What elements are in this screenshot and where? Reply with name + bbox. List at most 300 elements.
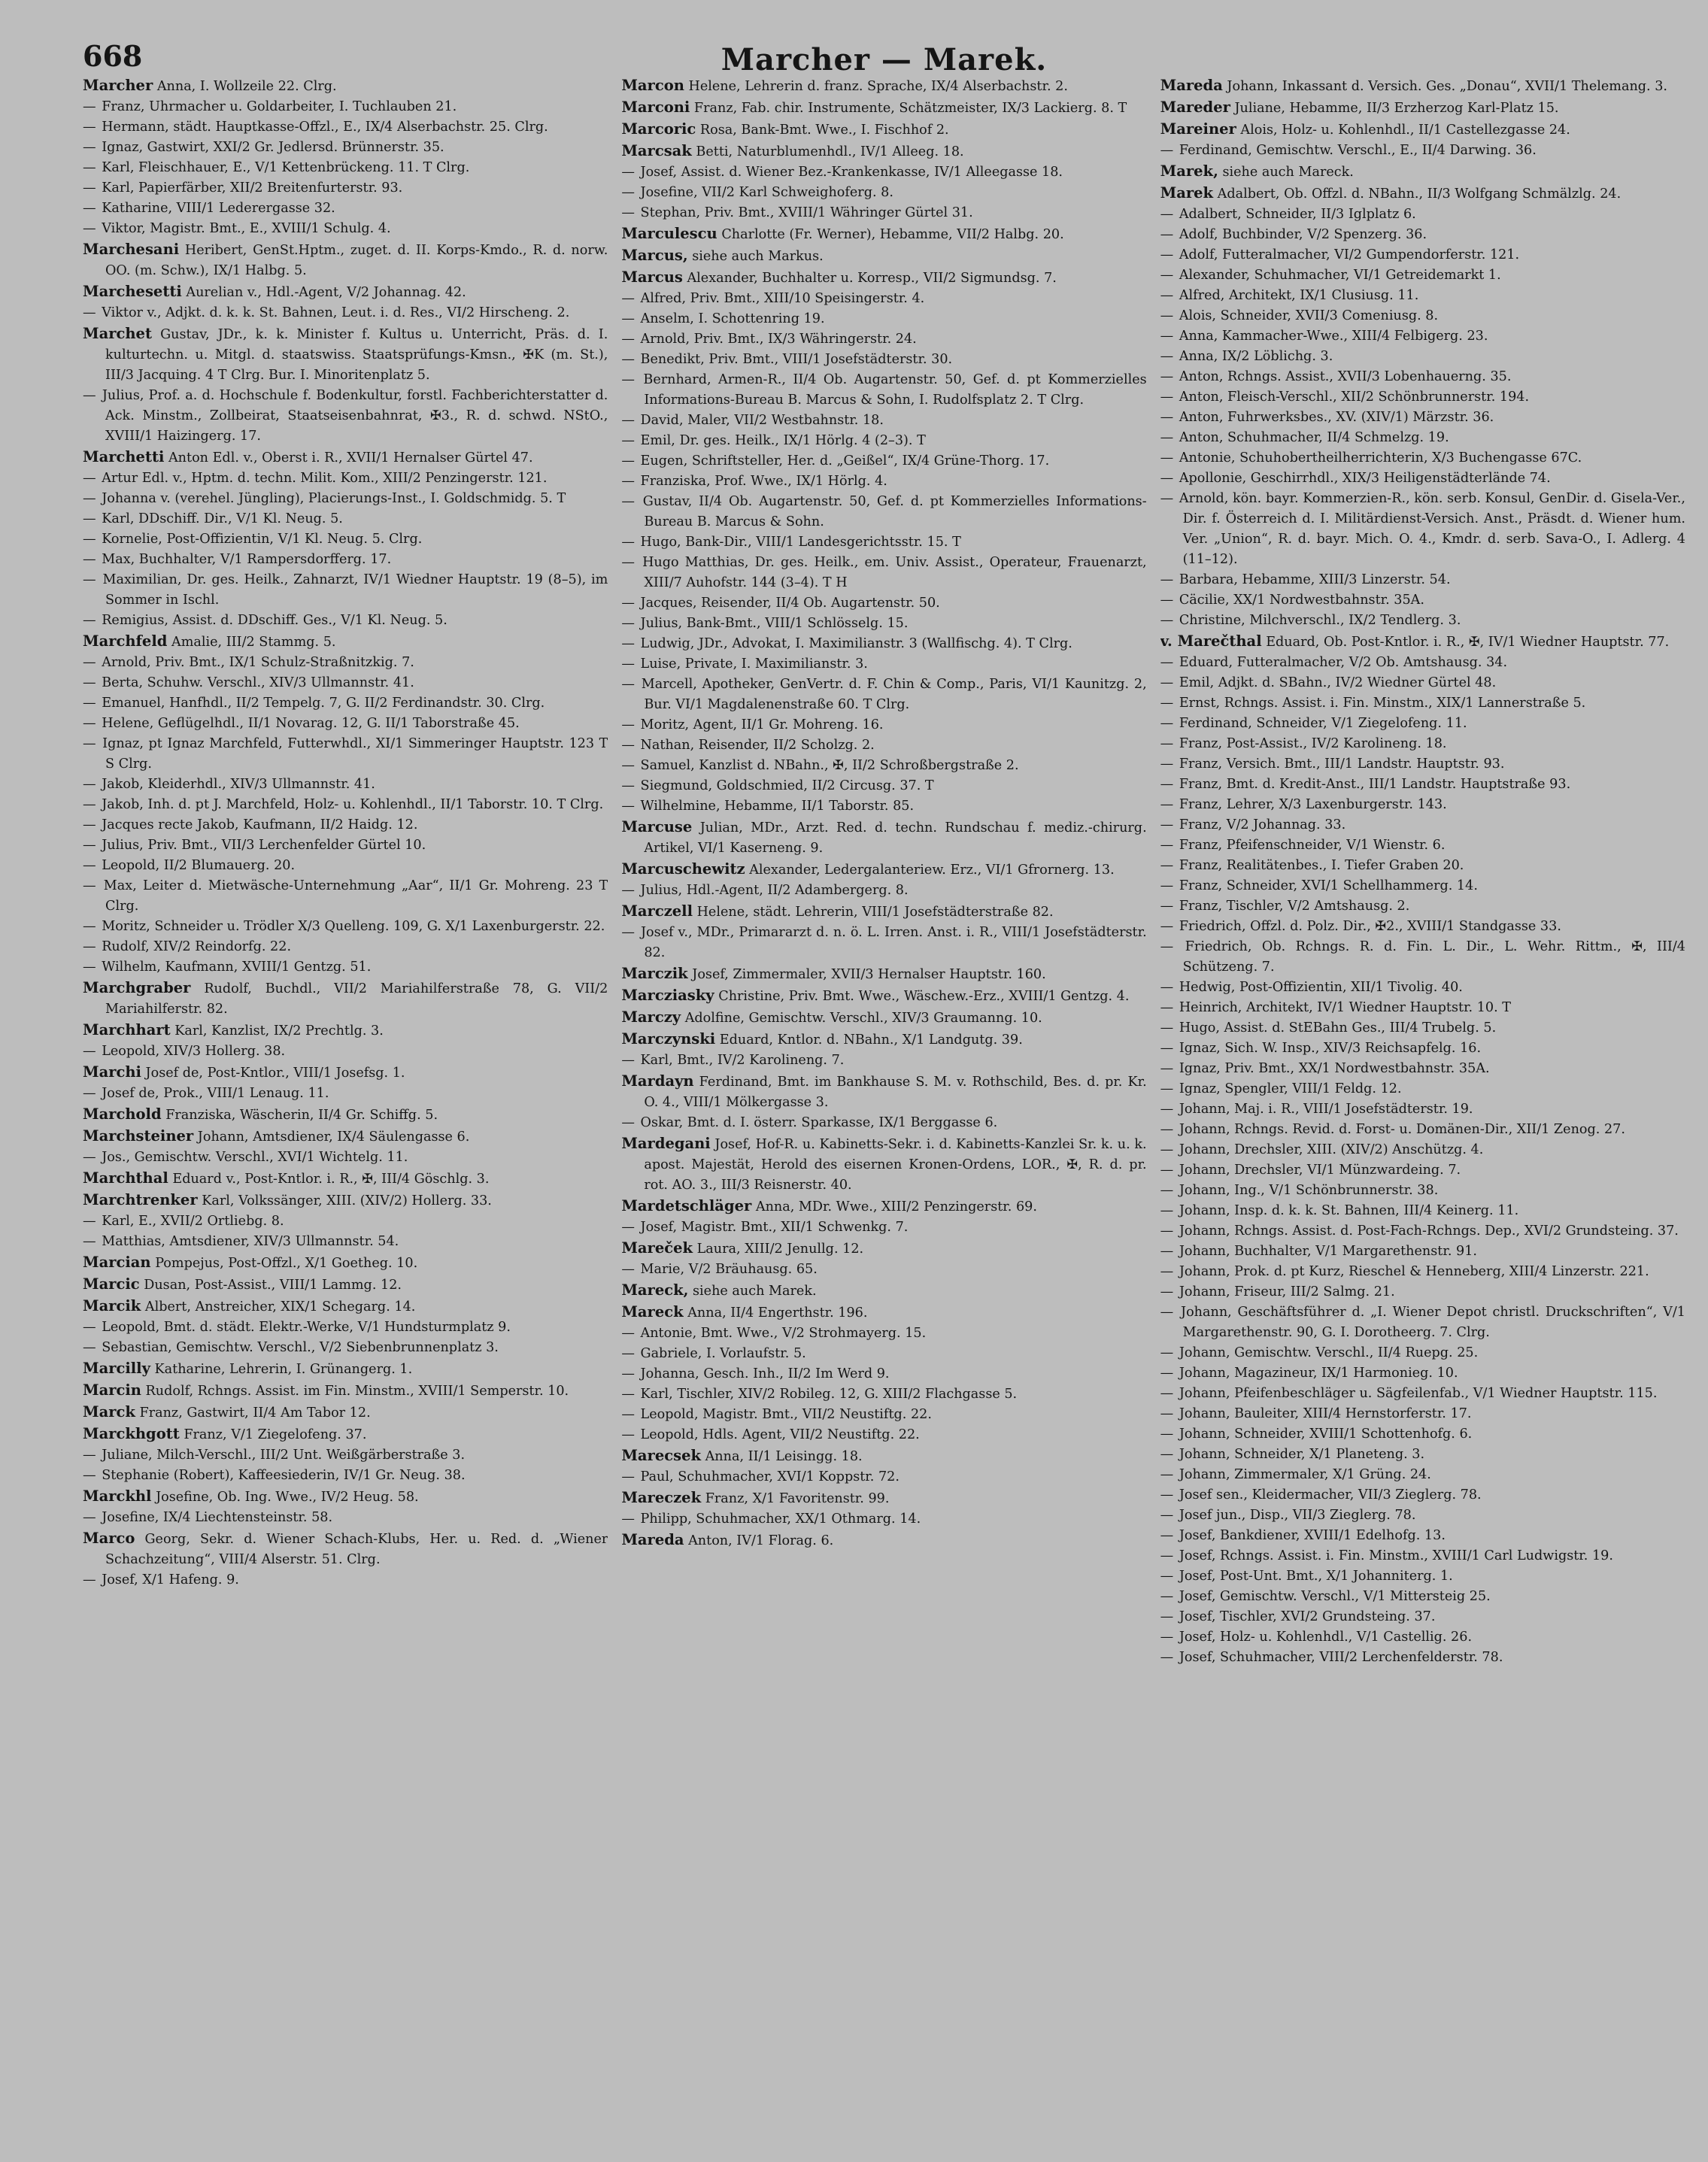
entry-details: Viktor, Magistr. Bmt., E., XVIII/1 Schulg. 4.	[102, 221, 391, 236]
entry-details: Adalbert, Schneider, II/3 Iglplatz 6.	[1179, 207, 1416, 222]
directory-entry	[621, 431, 1146, 451]
entry-details: Gabriele, I. Vorlaufstr. 5.	[640, 1346, 806, 1361]
ditto-dash: —	[1160, 757, 1178, 772]
directory-entry	[83, 1168, 608, 1190]
entry-surname: Marchesetti	[83, 283, 182, 300]
directory-entry	[621, 245, 1146, 267]
entry-details: Johann, Schneider, X/1 Planeteng. 3.	[1179, 1447, 1425, 1462]
directory-entry	[83, 570, 608, 611]
entry-details: Pompejus, Post-Offzl., X/1 Goetheg. 10.	[155, 1256, 418, 1271]
entry-details: Josef, Zimmermaler, XVII/3 Hernalser Hauptstr. 160.	[692, 967, 1046, 982]
entry-details: Josef de, Post-Kntlor., VIII/1 Josefsg. 1.	[145, 1066, 405, 1081]
entry-details: Christine, Priv. Bmt. Wwe., Wäschew.-Erz., XVIII/1 Gentzg. 4.	[718, 989, 1130, 1004]
directory-entry	[621, 329, 1146, 350]
entry-details: Anselm, I. Schottenring 19.	[640, 311, 825, 326]
ditto-dash: —	[83, 939, 101, 954]
ditto-dash: —	[1160, 1548, 1178, 1563]
column-2	[621, 75, 1146, 2136]
entry-details: Anton, Fleisch-Verschl., XII/2 Schönbrunnerstr. 194.	[1179, 390, 1530, 405]
ditto-dash: —	[1160, 450, 1178, 465]
ditto-dash: —	[621, 433, 639, 448]
entry-surname: Marcoric	[621, 120, 696, 138]
entry-details: Maximilian, Dr. ges. Heilk., Zahnarzt, IV/1 Wiedner Hauptstr. 19 (8–5), im Sommer in Ischl.	[102, 572, 608, 608]
directory-entry	[621, 1113, 1146, 1133]
ditto-dash: —	[621, 1220, 639, 1235]
directory-entry	[621, 1280, 1146, 1302]
entry-surname: Mardetschläger	[621, 1197, 752, 1214]
directory-entry	[621, 923, 1146, 963]
entry-surname: Mardayn	[621, 1072, 694, 1090]
ditto-dash: —	[1160, 369, 1178, 384]
ditto-dash: —	[1160, 1203, 1178, 1218]
entry-details: Friedrich, Offzl. d. Polz. Dir., ✠2., XVIII/1 Standgasse 33.	[1179, 919, 1561, 934]
ditto-dash: —	[621, 596, 639, 611]
entry-details: Gustav, II/4 Ob. Augartenstr. 50, Gef. d. pt Kommerzielles Informations-Bureau B. Marcus & Sohn.	[642, 494, 1147, 529]
directory-entry	[83, 1084, 608, 1104]
entry-details: siehe auch Mareck.	[1222, 165, 1354, 180]
directory-entry	[621, 223, 1146, 245]
directory-entry	[83, 795, 608, 815]
directory-entry	[83, 1486, 608, 1508]
directory-entry	[83, 447, 608, 468]
entry-details: Josef, Assist. d. Wiener Bez.-Krankenkasse, IV/1 Alleegasse 18.	[640, 165, 1063, 180]
entry-details: Kornelie, Post-Offizientin, V/1 Kl. Neug. 5. Clrg.	[102, 532, 423, 547]
ditto-dash: —	[1160, 349, 1178, 364]
entry-surname: Marczik	[621, 965, 688, 982]
entry-details: Emil, Adjkt. d. SBahn., IV/2 Wiedner Gürtel 48.	[1179, 675, 1497, 690]
ditto-dash: —	[83, 572, 102, 587]
ditto-dash: —	[1160, 390, 1178, 405]
ditto-dash: —	[1160, 1487, 1178, 1502]
ditto-dash: —	[621, 311, 639, 326]
directory-entry	[1160, 1384, 1685, 1404]
directory-entry	[83, 653, 608, 673]
entry-details: Ignaz, Sich. W. Insp., XIV/3 Reichsapfelg. 16.	[1179, 1041, 1482, 1056]
ditto-dash: —	[621, 291, 639, 306]
entry-details: Johanna v. (verehel. Jüngling), Placierungs-Inst., I. Goldschmidg. 5. T	[102, 491, 566, 506]
directory-entry	[1160, 408, 1685, 428]
entry-details: Johann, Drechsler, XIII. (XIV/2) Anschützg. 4.	[1179, 1142, 1484, 1157]
ditto-dash: —	[1160, 1142, 1178, 1157]
directory-entry	[1160, 265, 1685, 286]
entry-details: Johann, Buchhalter, V/1 Margarethenstr. 91.	[1179, 1244, 1477, 1259]
directory-entry	[83, 1252, 608, 1274]
entry-details: Karl, E., XVII/2 Ortliebg. 8.	[102, 1214, 284, 1229]
directory-entry	[621, 309, 1146, 329]
ditto-dash: —	[621, 636, 639, 651]
entry-surname: Marchetti	[83, 448, 165, 465]
entry-surname: Mareder	[1160, 99, 1230, 116]
entry-details: Johann, Amtsdiener, IX/4 Säulengasse 6.	[197, 1130, 470, 1145]
entry-details: Dusan, Post-Assist., VIII/1 Lammg. 12.	[144, 1278, 402, 1293]
ditto-dash: —	[1160, 1305, 1180, 1320]
entry-details: Josef, Gemischtw. Verschl., V/1 Mittersteig 25.	[1179, 1589, 1491, 1604]
directory-entry	[1160, 978, 1685, 998]
entry-details: Ignaz, Gastwirt, XXI/2 Gr. Jedlersd. Brünnerstr. 35.	[102, 140, 444, 155]
entry-details: Eduard, Ob. Post-Kntlor. i. R., ✠, IV/1 Wiedner Hauptstr. 77.	[1266, 635, 1670, 650]
ditto-dash: —	[83, 552, 101, 567]
ditto-dash: —	[1160, 878, 1178, 893]
directory-entry	[83, 1062, 608, 1084]
entry-details: Ignaz, Spengler, VIII/1 Feldg. 12.	[1179, 1081, 1402, 1096]
entry-details: Luise, Private, I. Maximilianstr. 3.	[640, 656, 868, 672]
entry-details: Karl, Fleischhauer, E., V/1 Kettenbrückeng. 11. T Clrg.	[102, 160, 470, 175]
entry-details: Johann, Inkassant d. Versich. Ges. „Donau“, XVII/1 Thelemang. 3.	[1227, 79, 1668, 94]
ditto-dash: —	[1160, 736, 1178, 751]
entry-details: Jacques recte Jakob, Kaufmann, II/2 Haidg. 12.	[102, 817, 418, 832]
entry-details: siehe auch Marek.	[693, 1284, 817, 1299]
ditto-dash: —	[1160, 227, 1178, 242]
directory-entry	[1160, 161, 1685, 183]
directory-entry	[83, 323, 608, 386]
directory-entry	[621, 1509, 1146, 1530]
ditto-dash: —	[621, 535, 639, 550]
ditto-dash: —	[83, 1572, 101, 1587]
entry-details: Anton, Rchngs. Assist., XVII/3 Lobenhauerng. 35.	[1179, 369, 1512, 384]
directory-entry	[621, 75, 1146, 97]
directory-entry	[1160, 1363, 1685, 1384]
entry-details: Hugo, Bank-Dir., VIII/1 Landesgerichtsstr. 15. T	[640, 535, 961, 550]
entry-details: Josef, X/1 Hafeng. 9.	[102, 1572, 239, 1587]
directory-entry	[1160, 1201, 1685, 1221]
entry-details: Eduard, Futteralmacher, V/2 Ob. Amtshausg. 34.	[1179, 655, 1508, 670]
ditto-dash: —	[621, 1366, 639, 1381]
ditto-dash: —	[83, 532, 101, 547]
entry-surname: Marchold	[83, 1105, 162, 1123]
entry-details: Arnold, Priv. Bmt., IX/1 Schulz-Straßnitzkig. 7.	[102, 655, 414, 670]
ditto-dash: —	[83, 838, 101, 853]
entry-surname: Marcik	[83, 1297, 141, 1314]
entry-details: Franz, Versich. Bmt., III/1 Landstr. Hauptstr. 93.	[1179, 757, 1505, 772]
entry-details: Barbara, Hebamme, XIII/3 Linzerstr. 54.	[1179, 572, 1451, 587]
entry-details: Karl, DDschiff. Dir., V/1 Kl. Neug. 5.	[102, 511, 343, 526]
directory-entry	[83, 734, 608, 775]
directory-entry	[83, 1104, 608, 1126]
ditto-dash: —	[1160, 1528, 1178, 1543]
ditto-dash: —	[83, 140, 101, 155]
entry-details: Julius, Bank-Bmt., VIII/1 Schlösselg. 15.	[640, 616, 909, 631]
entry-details: Karl, Papierfärber, XII/2 Breitenfurterstr. 93.	[102, 180, 403, 196]
directory-entry	[621, 735, 1146, 756]
directory-entry	[83, 714, 608, 734]
directory-entry	[83, 1445, 608, 1466]
ditto-dash: —	[1160, 858, 1178, 873]
directory-entry	[621, 289, 1146, 309]
entry-details: Alois, Schneider, XVII/3 Comeniusg. 8.	[1179, 308, 1439, 323]
ditto-dash: —	[621, 1512, 639, 1527]
entry-details: Amalie, III/2 Stammg. 5.	[171, 635, 336, 650]
directory-entry	[1160, 367, 1685, 387]
entry-surname: Marcilly	[83, 1360, 150, 1377]
directory-entry	[621, 654, 1146, 675]
directory-entry	[1160, 1140, 1685, 1160]
directory-entry	[1160, 998, 1685, 1018]
entry-details: Josef sen., Kleidermacher, VII/3 Zieglerg. 78.	[1179, 1487, 1482, 1502]
entry-details: Ferdinand, Schneider, V/1 Ziegelofeng. 11.	[1179, 716, 1467, 731]
ditto-dash: —	[83, 960, 101, 975]
entry-details: Cäcilie, XX/1 Nordwestbahnstr. 35A.	[1179, 593, 1424, 608]
ditto-dash: —	[1160, 675, 1178, 690]
ditto-dash: —	[1160, 247, 1178, 262]
directory-entry	[83, 489, 608, 509]
directory-entry	[83, 1211, 608, 1232]
entry-details: Leopold, Magistr. Bmt., VII/2 Neustiftg. 22.	[640, 1407, 932, 1422]
entry-details: Heinrich, Architekt, IV/1 Wiedner Hauptstr. 10. T	[1179, 1000, 1512, 1015]
directory-entry	[83, 1296, 608, 1318]
ditto-dash: —	[1160, 1224, 1178, 1239]
entry-details: Emil, Dr. ges. Heilk., IX/1 Hörlg. 4 (2–3). T	[640, 433, 926, 448]
entry-details: Juliane, Hebamme, II/3 Erzherzog Karl-Platz 15.	[1234, 101, 1559, 116]
page-number: 668	[83, 39, 143, 73]
entry-details: Max, Leiter d. Mietwäsche-Unternehmung „Aar“, II/1 Gr. Mohreng. 23 T Clrg.	[103, 878, 608, 914]
directory-entry	[1160, 1099, 1685, 1120]
entry-details: Josef de, Prok., VIII/1 Lenaug. 11.	[102, 1086, 329, 1101]
ditto-dash: —	[1160, 1264, 1178, 1279]
entry-details: Ernst, Rchngs. Assist. i. Fin. Minstm., XIX/1 Lannerstraße 5.	[1179, 696, 1586, 711]
ditto-dash: —	[621, 555, 642, 570]
directory-entry	[83, 611, 608, 631]
entry-details: Jakob, Kleiderhdl., XIV/3 Ullmannstr. 41.	[102, 777, 375, 792]
entry-details: Stephan, Priv. Bmt., XVIII/1 Währinger Gürtel 31.	[640, 205, 973, 220]
entry-details: Siegmund, Goldschmied, II/2 Circusg. 37. T	[640, 778, 934, 793]
entry-details: Alexander, Ledergalanteriew. Erz., VI/1 Gfrornerg. 13.	[749, 863, 1115, 878]
ditto-dash: —	[83, 858, 101, 873]
ditto-dash: —	[1160, 308, 1178, 323]
ditto-dash: —	[1160, 899, 1178, 914]
entry-details: Marcell, Apotheker, GenVertr. d. F. Chin & Comp., Paris, VI/1 Kaunitzg. 2, Bur. VI/1 Magdalenenstraße 60. T Clrg.	[641, 677, 1147, 712]
entry-details: Wilhelmine, Hebamme, II/1 Taborstr. 85.	[640, 799, 915, 814]
directory-entry	[621, 1238, 1146, 1260]
entry-details: Karl, Bmt., IV/2 Karolineng. 7.	[640, 1053, 845, 1068]
directory-entry	[83, 219, 608, 239]
ditto-dash: —	[621, 758, 639, 773]
entry-details: Franz, Realitätenbes., I. Tiefer Graben 20.	[1179, 858, 1464, 873]
ditto-dash: —	[621, 883, 639, 898]
ditto-dash: —	[1160, 939, 1184, 954]
directory-entry	[83, 75, 608, 97]
ditto-dash: —	[621, 474, 639, 489]
ditto-dash: —	[1160, 716, 1178, 731]
entry-details: Josefine, IX/4 Liechtensteinstr. 58.	[102, 1510, 333, 1525]
ditto-dash: —	[83, 655, 101, 670]
entry-details: Franz, V/2 Johannag. 33.	[1179, 817, 1346, 832]
ditto-dash: —	[1160, 1061, 1178, 1076]
directory-entry	[621, 675, 1146, 715]
entry-surname: Mareček	[621, 1239, 693, 1257]
entry-surname: Marculescu	[621, 225, 717, 242]
directory-entry	[1160, 815, 1685, 835]
directory-entry	[1160, 835, 1685, 856]
entry-details: Laura, XIII/2 Jenullg. 12.	[696, 1242, 864, 1257]
entry-details: Karl, Tischler, XIV/2 Robileg. 12, G. XIII/2 Flachgasse 5.	[640, 1387, 1018, 1402]
ditto-dash: —	[621, 616, 639, 631]
directory-entry	[1160, 1526, 1685, 1546]
entry-details: Anna, MDr. Wwe., XIII/2 Penzingerstr. 69.	[755, 1199, 1037, 1214]
entry-details: Friedrich, Ob. Rchngs. R. d. Fin. L. Dir., L. Wehr. Rittm., ✠, III/4 Schützeng. 7.	[1182, 939, 1685, 975]
directory-entry	[83, 97, 608, 117]
directory-entry	[1160, 611, 1685, 631]
ditto-dash: —	[83, 613, 101, 628]
directory-entry	[621, 183, 1146, 203]
directory-entry	[83, 199, 608, 219]
entry-details: Anna, II/1 Leisingg. 18.	[705, 1449, 863, 1464]
directory-entry	[1160, 225, 1685, 245]
ditto-dash: —	[621, 738, 639, 753]
directory-entry	[83, 775, 608, 795]
entry-surname: Marczy	[621, 1008, 681, 1026]
ditto-dash: —	[83, 736, 102, 751]
entry-details: Ferdinand, Gemischtw. Verschl., E., II/4 Darwing. 36.	[1179, 143, 1537, 158]
entry-details: Jos., Gemischtw. Verschl., XVI/1 Wichtelg. 11.	[102, 1150, 408, 1165]
entry-surname: Marecsek	[621, 1447, 701, 1464]
entry-details: Helene, Geflügelhdl., II/1 Novarag. 12, G. II/1 Taborstraße 45.	[102, 716, 520, 731]
ditto-dash: —	[1160, 1406, 1178, 1421]
ditto-dash: —	[1160, 268, 1178, 283]
directory-entry	[1160, 795, 1685, 815]
directory-entry	[621, 817, 1146, 859]
directory-entry	[1160, 1181, 1685, 1201]
entry-details: Rudolf, Buchdl., VII/2 Mariahilferstraße 78, G. VII/2 Mariahilferstr. 82.	[105, 981, 608, 1017]
ditto-dash: —	[621, 372, 642, 387]
entry-details: Anton, Schuhmacher, II/4 Schmelzg. 19.	[1179, 430, 1449, 445]
ditto-dash: —	[1160, 1244, 1178, 1259]
ditto-dash: —	[1160, 410, 1178, 425]
entry-details: Leopold, Hdls. Agent, VII/2 Neustiftg. 22.	[640, 1427, 920, 1442]
directory-entry	[1160, 1221, 1685, 1242]
column-3	[1160, 75, 1685, 2136]
directory-entry	[621, 1260, 1146, 1280]
ditto-dash: —	[621, 677, 640, 692]
ditto-dash: —	[83, 716, 101, 731]
ditto-dash: —	[1160, 572, 1178, 587]
directory-entry	[1160, 97, 1685, 119]
entry-details: Anna, IX/2 Löblichg. 3.	[1179, 349, 1333, 364]
entry-surname: v. Marečthal	[1160, 632, 1262, 650]
entry-details: Johann, Geschäftsführer d. „I. Wiener Depot christl. Druckschriften“, V/1 Margarethenstr. 90, G. I. Dorotheerg. 7. Clrg.	[1181, 1305, 1685, 1340]
directory-entry	[1160, 119, 1685, 141]
ditto-dash: —	[621, 925, 639, 940]
entry-details: Anna, II/4 Engerthstr. 196.	[687, 1305, 868, 1321]
entry-details: Marie, V/2 Bräuhausg. 65.	[640, 1262, 818, 1277]
directory-entry	[621, 614, 1146, 634]
entry-details: Johann, Schneider, XVIII/1 Schottenhofg. 6.	[1179, 1427, 1473, 1442]
directory-entry	[83, 158, 608, 178]
directory-entry	[621, 715, 1146, 735]
directory-entry	[1160, 1343, 1685, 1363]
directory-entry	[621, 472, 1146, 492]
entry-details: Josef, Rchngs. Assist. i. Fin. Minstm., XVIII/1 Carl Ludwigstr. 19.	[1179, 1548, 1613, 1563]
entry-surname: Marchthal	[83, 1169, 168, 1187]
directory-entry	[621, 1467, 1146, 1487]
directory-entry	[621, 553, 1146, 593]
entry-details: Johann, Insp. d. k. k. St. Bahnen, III/4 Keinerg. 11.	[1179, 1203, 1519, 1218]
entry-details: Christine, Milchverschl., IX/2 Tendlerg. 3.	[1179, 613, 1461, 628]
directory-entry	[1160, 1302, 1685, 1343]
entry-details: Betti, Naturblumenhdl., IV/1 Alleeg. 18.	[696, 144, 964, 159]
entry-details: Paul, Schuhmacher, XVI/1 Koppstr. 72.	[640, 1469, 900, 1484]
entry-details: Franz, Pfeifenschneider, V/1 Wienstr. 6.	[1179, 838, 1446, 853]
ditto-dash: —	[83, 120, 101, 135]
ditto-dash: —	[621, 1115, 639, 1130]
entry-details: Wilhelm, Kaufmann, XVIII/1 Gentzg. 51.	[102, 960, 372, 975]
entry-details: Eduard, Kntlor. d. NBahn., X/1 Landgutg. 39.	[719, 1032, 1023, 1048]
directory-entry	[621, 492, 1146, 532]
directory-entry	[621, 1530, 1146, 1551]
entry-details: Moritz, Agent, II/1 Gr. Mohreng. 16.	[640, 717, 884, 732]
directory-entry	[1160, 306, 1685, 326]
entry-details: Aurelian v., Hdl.-Agent, V/2 Johannag. 42.	[186, 285, 466, 300]
directory-entry	[621, 119, 1146, 141]
directory-entry	[1160, 590, 1685, 611]
entry-details: Josef v., MDr., Primararzt d. n. ö. L. Irren. Anst. i. R., VIII/1 Josefstädterstr. 82.	[640, 925, 1147, 960]
directory-entry	[83, 937, 608, 957]
directory-entry	[1160, 1262, 1685, 1282]
ditto-dash: —	[1160, 1020, 1178, 1036]
entry-details: Franz, Tischler, V/2 Amtshausg. 2.	[1179, 899, 1410, 914]
entry-details: Johann, Pfeifenbeschläger u. Sägfeilenfab., V/1 Wiedner Hauptstr. 115.	[1179, 1386, 1658, 1401]
entry-details: Josefine, VII/2 Karl Schweighoferg. 8.	[640, 185, 893, 200]
directory-entry	[1160, 428, 1685, 448]
entry-surname: Marcian	[83, 1254, 151, 1271]
directory-entry	[83, 281, 608, 303]
ditto-dash: —	[1160, 919, 1178, 934]
directory-entry	[1160, 1424, 1685, 1445]
directory-entry	[1160, 468, 1685, 489]
entry-details: Heribert, GenSt.Hptm., zuget. d. II. Korps-Kmdo., R. d. norw. OO. (m. Schw.), IX/1 Halbg. 5.	[105, 243, 608, 278]
entry-details: Oskar, Bmt. d. I. österr. Sparkasse, IX/1 Berggasse 6.	[640, 1115, 998, 1130]
entry-details: Franz, Post-Assist., IV/2 Karolineng. 18.	[1179, 736, 1447, 751]
entry-details: Hermann, städt. Hauptkasse-Offzl., E., IX/4 Alserbachstr. 25. Clrg.	[102, 120, 548, 135]
ditto-dash: —	[1160, 1589, 1178, 1604]
ditto-dash: —	[83, 1340, 101, 1355]
entry-details: Ignaz, Priv. Bmt., XX/1 Nordwestbahnstr. 35A.	[1179, 1061, 1490, 1076]
entry-surname: Mareck	[621, 1303, 684, 1321]
directory-entry	[83, 1570, 608, 1590]
ditto-dash: —	[621, 717, 639, 732]
directory-entry	[83, 631, 608, 653]
entry-surname: Marchfeld	[83, 632, 168, 650]
directory-entry	[621, 1445, 1146, 1467]
entry-details: Johann, Gemischtw. Verschl., II/4 Ruepg. 25.	[1179, 1345, 1479, 1360]
entry-details: Johann, Rchngs. Revid. d. Forst- u. Domänen-Dir., XII/1 Zenog. 27.	[1179, 1122, 1625, 1137]
entry-details: Franz, V/1 Ziegelofeng. 37.	[184, 1427, 367, 1442]
entry-details: Sebastian, Gemischtw. Verschl., V/2 Siebenbrunnenplatz 3.	[102, 1340, 499, 1355]
entry-surname: Marchgraber	[83, 979, 191, 996]
entry-details: Josef, Magistr. Bmt., XII/1 Schwenkg. 7.	[640, 1220, 909, 1235]
ditto-dash: —	[1160, 491, 1178, 506]
ditto-dash: —	[1160, 777, 1178, 792]
ditto-dash: —	[83, 1150, 101, 1165]
entry-details: Jakob, Inh. d. pt J. Marchfeld, Holz- u. Kohlenhdl., II/1 Taborstr. 10. T Clrg.	[102, 797, 604, 812]
directory-entry	[83, 835, 608, 856]
directory-entry	[621, 1133, 1146, 1196]
ditto-dash: —	[1160, 1569, 1178, 1584]
ditto-dash: —	[621, 656, 639, 672]
ditto-dash: —	[1160, 696, 1178, 711]
directory-entry	[621, 1071, 1146, 1113]
directory-entry	[621, 1302, 1146, 1324]
directory-entry	[83, 1190, 608, 1211]
directory-entry	[621, 1051, 1146, 1071]
entry-surname: Marcin	[83, 1381, 141, 1399]
entry-details: Emanuel, Hanfhdl., II/2 Tempelg. 7, G. II/2 Ferdinandstr. 30. Clrg.	[102, 696, 545, 711]
page-header	[83, 26, 1685, 75]
entry-details: Josef, Tischler, XVI/2 Grundsteing. 37.	[1179, 1609, 1436, 1624]
entry-details: Johann, Magazineur, IX/1 Harmonieg. 10.	[1179, 1366, 1458, 1381]
ditto-dash: —	[1160, 1630, 1178, 1645]
entry-details: Johanna, Gesch. Inh., II/2 Im Werd 9.	[640, 1366, 890, 1381]
ditto-dash: —	[1160, 430, 1178, 445]
